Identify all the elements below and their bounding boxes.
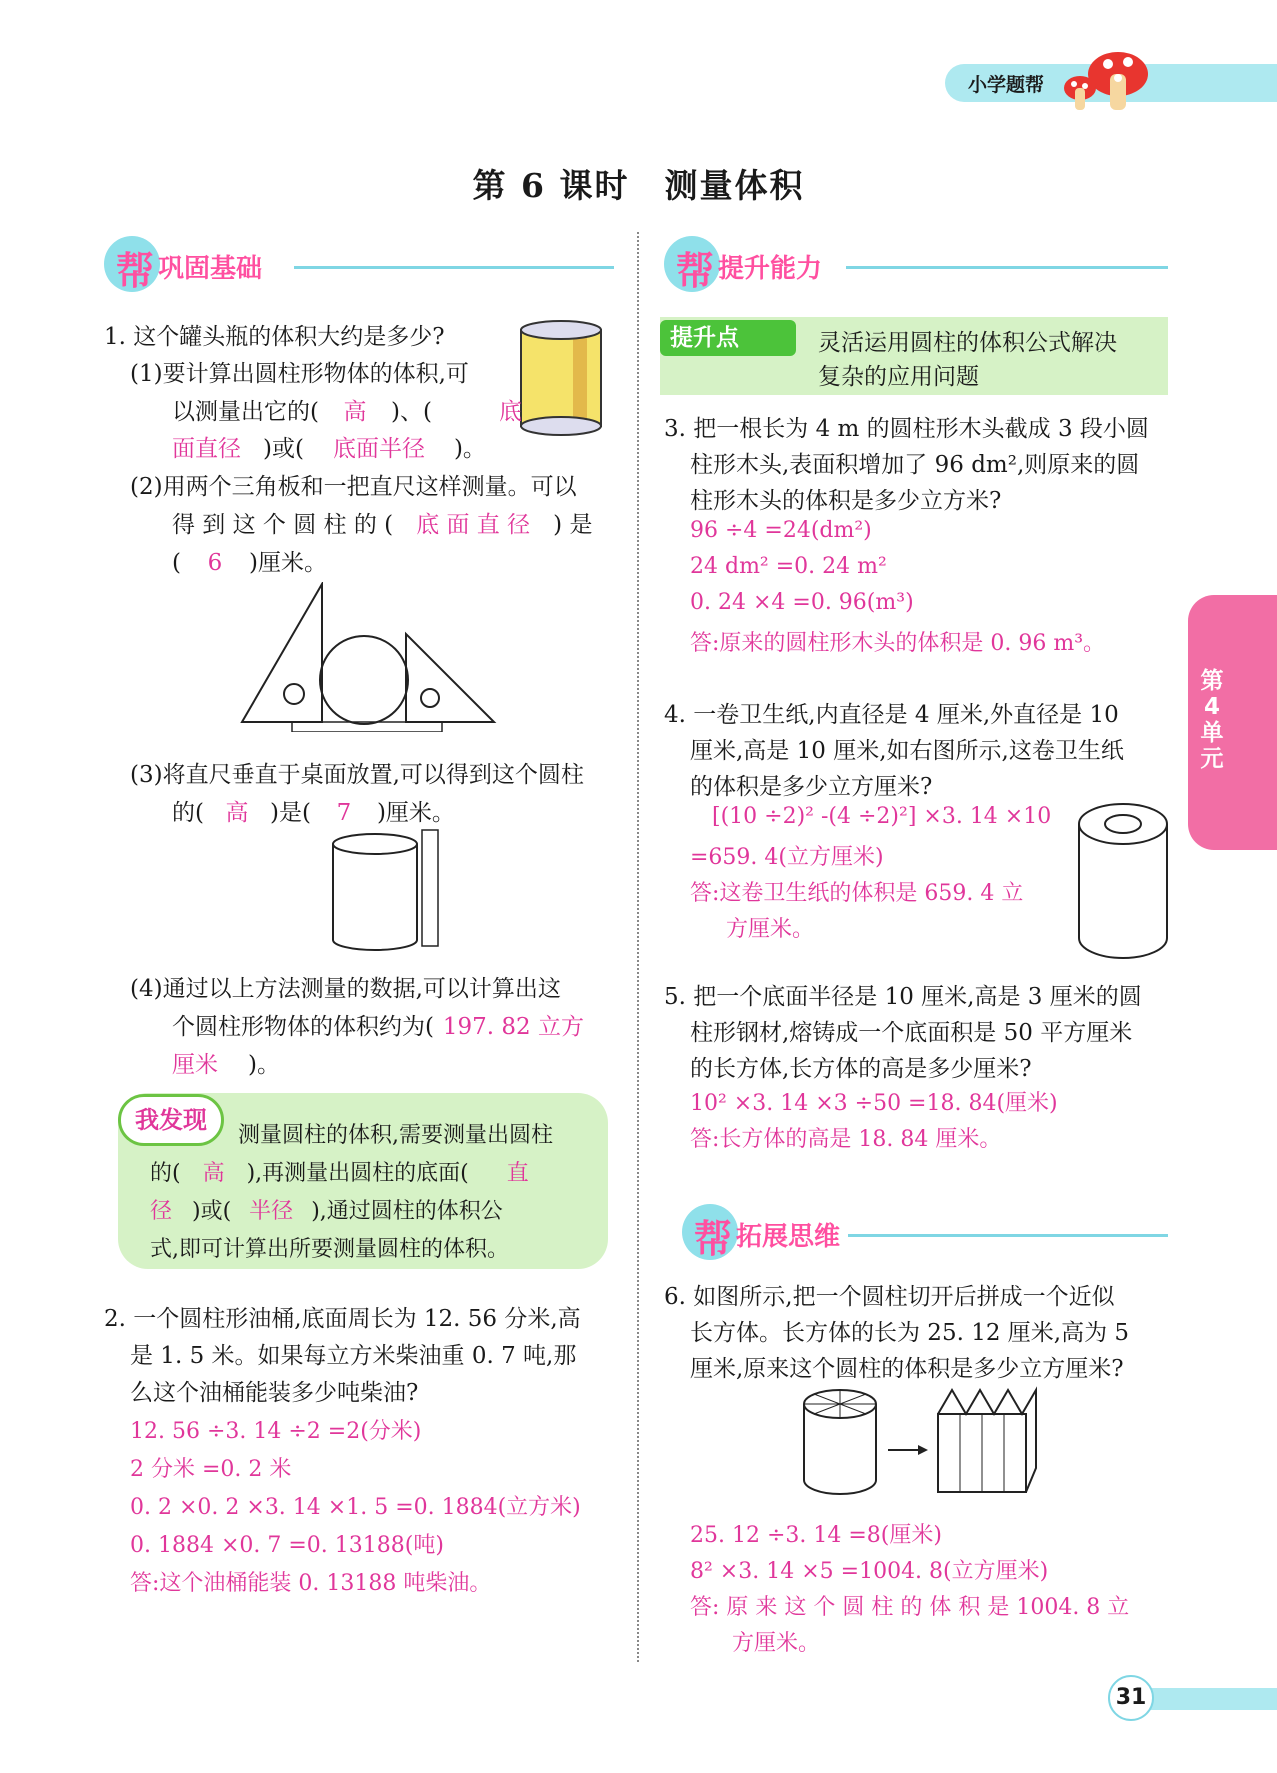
text: )厘米。 — [248, 550, 327, 576]
q4-line1: 4. 一卷卫生纸,内直径是 4 厘米,外直径是 10 — [664, 702, 1119, 728]
triangle-ruler-diagram — [240, 582, 500, 732]
answer-blank: 底 面 直 径 — [416, 512, 531, 538]
q1-p1-line2 — [172, 393, 522, 426]
answer-blank: 高 — [202, 1161, 225, 1186]
tip-line1: 灵活运用圆柱的体积公式解决 — [818, 330, 1117, 356]
section-basic-header — [104, 236, 614, 296]
q5-line3: 的长方体,长方体的高是多少厘米? — [690, 1056, 1032, 1082]
section-title: 巩固基础 — [158, 254, 263, 284]
q6-line3: 厘米,原来这个圆柱的体积是多少立方厘米? — [690, 1356, 1124, 1382]
q4-answer2: =659. 4(立方厘米) — [690, 845, 884, 870]
cylinder-to-cuboid-diagram — [800, 1384, 1060, 1498]
text: )、( — [390, 399, 432, 425]
page-number-bar — [1145, 1688, 1277, 1710]
q2-answer3: 0. 2 ×0. 2 ×3. 14 ×1. 5 =0. 1884(立方米) — [130, 1495, 581, 1520]
discover-line4: 式,即可计算出所要测量圆柱的体积。 — [150, 1237, 509, 1262]
q6-line1: 6. 如图所示,把一个圆柱切开后拼成一个近似 — [664, 1284, 1115, 1310]
q1-p1-line3 — [172, 430, 486, 463]
q2-line1: 2. 一个圆柱形油桶,底面周长为 12. 56 分米,高 — [104, 1306, 581, 1332]
jar-image — [515, 318, 607, 436]
q6-line2: 长方体。长方体的长为 25. 12 厘米,高为 5 — [690, 1320, 1130, 1346]
q5-answer1: 10² ×3. 14 ×3 ÷50 =18. 84(厘米) — [690, 1091, 1058, 1116]
q1-p3-line1: (3)将直尺垂直于桌面放置,可以得到这个圆柱 — [130, 762, 584, 788]
unit-tab-label: 第4单元 — [1200, 668, 1224, 772]
answer-blank: 径 — [150, 1199, 173, 1224]
q1-p2-line2 — [172, 506, 592, 539]
q3-line2: 柱形木头,表面积增加了 96 dm²,则原来的圆 — [690, 452, 1140, 478]
q4-answer1: [(10 ÷2)² -(4 ÷2)²] ×3. 14 ×10 — [712, 804, 1052, 829]
brand-name: 小学题帮 — [968, 74, 1045, 96]
q6-answer4: 方厘米。 — [732, 1631, 821, 1656]
section-bang: 帮 — [676, 249, 715, 293]
section-bang: 帮 — [116, 249, 155, 293]
text: 以测量出它的( — [172, 399, 319, 425]
lesson-title: 第 6 课时 测量体积 — [472, 166, 805, 205]
section-title: 提升能力 — [718, 254, 823, 284]
answer-blank: 6 — [207, 550, 223, 576]
q1-p2-line1: (2)用两个三角板和一把直尺这样测量。可以 — [130, 474, 577, 500]
page-number: 31 — [1108, 1675, 1154, 1721]
toilet-roll-diagram — [1075, 800, 1175, 962]
tip-line2: 复杂的应用问题 — [818, 364, 979, 390]
q4-line3: 的体积是多少立方厘米? — [690, 774, 933, 800]
q5-line2: 柱形钢材,熔铸成一个底面积是 50 平方厘米 — [690, 1020, 1133, 1046]
answer-blank: 高 — [225, 800, 249, 826]
q1-p2-line3 — [172, 544, 327, 577]
discover-line2 — [150, 1156, 529, 1187]
text: ( — [172, 550, 181, 576]
q2-line3: 么这个油桶能装多少吨柴油? — [130, 1380, 419, 1406]
q1-p3-line2 — [172, 794, 455, 827]
column-divider — [637, 232, 639, 1662]
answer-blank: 底面半径 — [332, 436, 425, 462]
q5-line1: 5. 把一个底面半径是 10 厘米,高是 3 厘米的圆 — [664, 984, 1142, 1010]
discover-line3 — [150, 1194, 503, 1225]
q6-answer1: 25. 12 ÷3. 14 =8(厘米) — [690, 1523, 942, 1548]
q4-answer4: 方厘米。 — [726, 917, 815, 942]
mushroom-icon — [1060, 44, 1150, 118]
q1-p4-line2 — [172, 1008, 584, 1041]
q3-line1: 3. 把一根长为 4 m 的圆柱形木头截成 3 段小圆 — [664, 416, 1149, 442]
section-bang: 帮 — [694, 1217, 733, 1261]
text: )或( — [192, 1199, 232, 1224]
q4-line2: 厘米,高是 10 厘米,如右图所示,这卷卫生纸 — [690, 738, 1124, 764]
q3-answer1: 96 ÷4 =24(dm²) — [690, 518, 872, 543]
answer-blank: 7 — [336, 800, 352, 826]
q4-answer3: 答:这卷卫生纸的体积是 659. 4 立 — [690, 881, 1024, 906]
section-rule — [846, 266, 1168, 269]
q3-answer3: 0. 24 ×4 =0. 96(m³) — [690, 590, 914, 615]
text: )或( — [263, 436, 304, 462]
text: )。 — [453, 436, 486, 462]
section-rule — [294, 266, 614, 269]
q1-stem: 1. 这个罐头瓶的体积大约是多少? — [104, 324, 445, 350]
q2-answer1: 12. 56 ÷3. 14 ÷2 =2(分米) — [130, 1419, 422, 1444]
text: 个圆柱形物体的体积约为( — [172, 1014, 434, 1040]
cylinder-ruler-diagram — [330, 828, 450, 956]
discover-line1: 测量圆柱的体积,需要测量出圆柱 — [238, 1123, 553, 1148]
q2-answer4: 0. 1884 ×0. 7 =0. 13188(吨) — [130, 1533, 444, 1558]
discover-badge: 我发现 — [118, 1094, 224, 1146]
q3-answer4: 答:原来的圆柱形木头的体积是 0. 96 m³。 — [690, 631, 1106, 656]
q5-answer2: 答:长方体的高是 18. 84 厘米。 — [690, 1127, 1002, 1152]
text: ) 是 — [553, 512, 593, 538]
text: )厘米。 — [376, 800, 455, 826]
answer-blank: 高 — [343, 399, 367, 425]
section-rule — [848, 1234, 1168, 1237]
q2-answer5: 答:这个油桶能装 0. 13188 吨柴油。 — [130, 1571, 492, 1596]
q3-line3: 柱形木头的体积是多少立方米? — [690, 488, 1002, 514]
text: 得 到 这 个 圆 柱 的 ( — [172, 512, 394, 538]
q2-line2: 是 1. 5 米。如果每立方米柴油重 0. 7 吨,那 — [130, 1343, 577, 1369]
text: )是( — [269, 800, 311, 826]
q1-p1-line1: (1)要计算出圆柱形物体的体积,可 — [130, 361, 469, 387]
tip-badge: 提升点 — [660, 320, 796, 356]
text: ),再测量出圆柱的底面( — [246, 1161, 469, 1186]
text: )。 — [248, 1052, 280, 1078]
section-extend-header — [682, 1204, 1168, 1264]
q6-answer2: 8² ×3. 14 ×5 =1004. 8(立方厘米) — [690, 1559, 1049, 1584]
text: 的( — [150, 1161, 181, 1186]
section-title: 拓展思维 — [736, 1222, 841, 1252]
text: ),通过圆柱的体积公 — [311, 1199, 503, 1224]
q6-answer3: 答: 原 来 这 个 圆 柱 的 体 积 是 1004. 8 立 — [690, 1595, 1130, 1620]
answer-blank: 面直径 — [172, 436, 241, 462]
answer-blank: 底 — [498, 399, 522, 425]
q1-p4-line3 — [172, 1046, 280, 1079]
answer-blank: 厘米 — [172, 1052, 218, 1078]
answer-blank: 197. 82 立方 — [442, 1014, 584, 1040]
answer-blank: 半径 — [249, 1199, 294, 1224]
q2-answer2: 2 分米 =0. 2 米 — [130, 1457, 292, 1482]
text: 的( — [172, 800, 204, 826]
section-improve-header — [664, 236, 1168, 296]
answer-blank: 直 — [506, 1161, 529, 1186]
q3-answer2: 24 dm² =0. 24 m² — [690, 554, 887, 579]
q1-p4-line1: (4)通过以上方法测量的数据,可以计算出这 — [130, 976, 561, 1002]
